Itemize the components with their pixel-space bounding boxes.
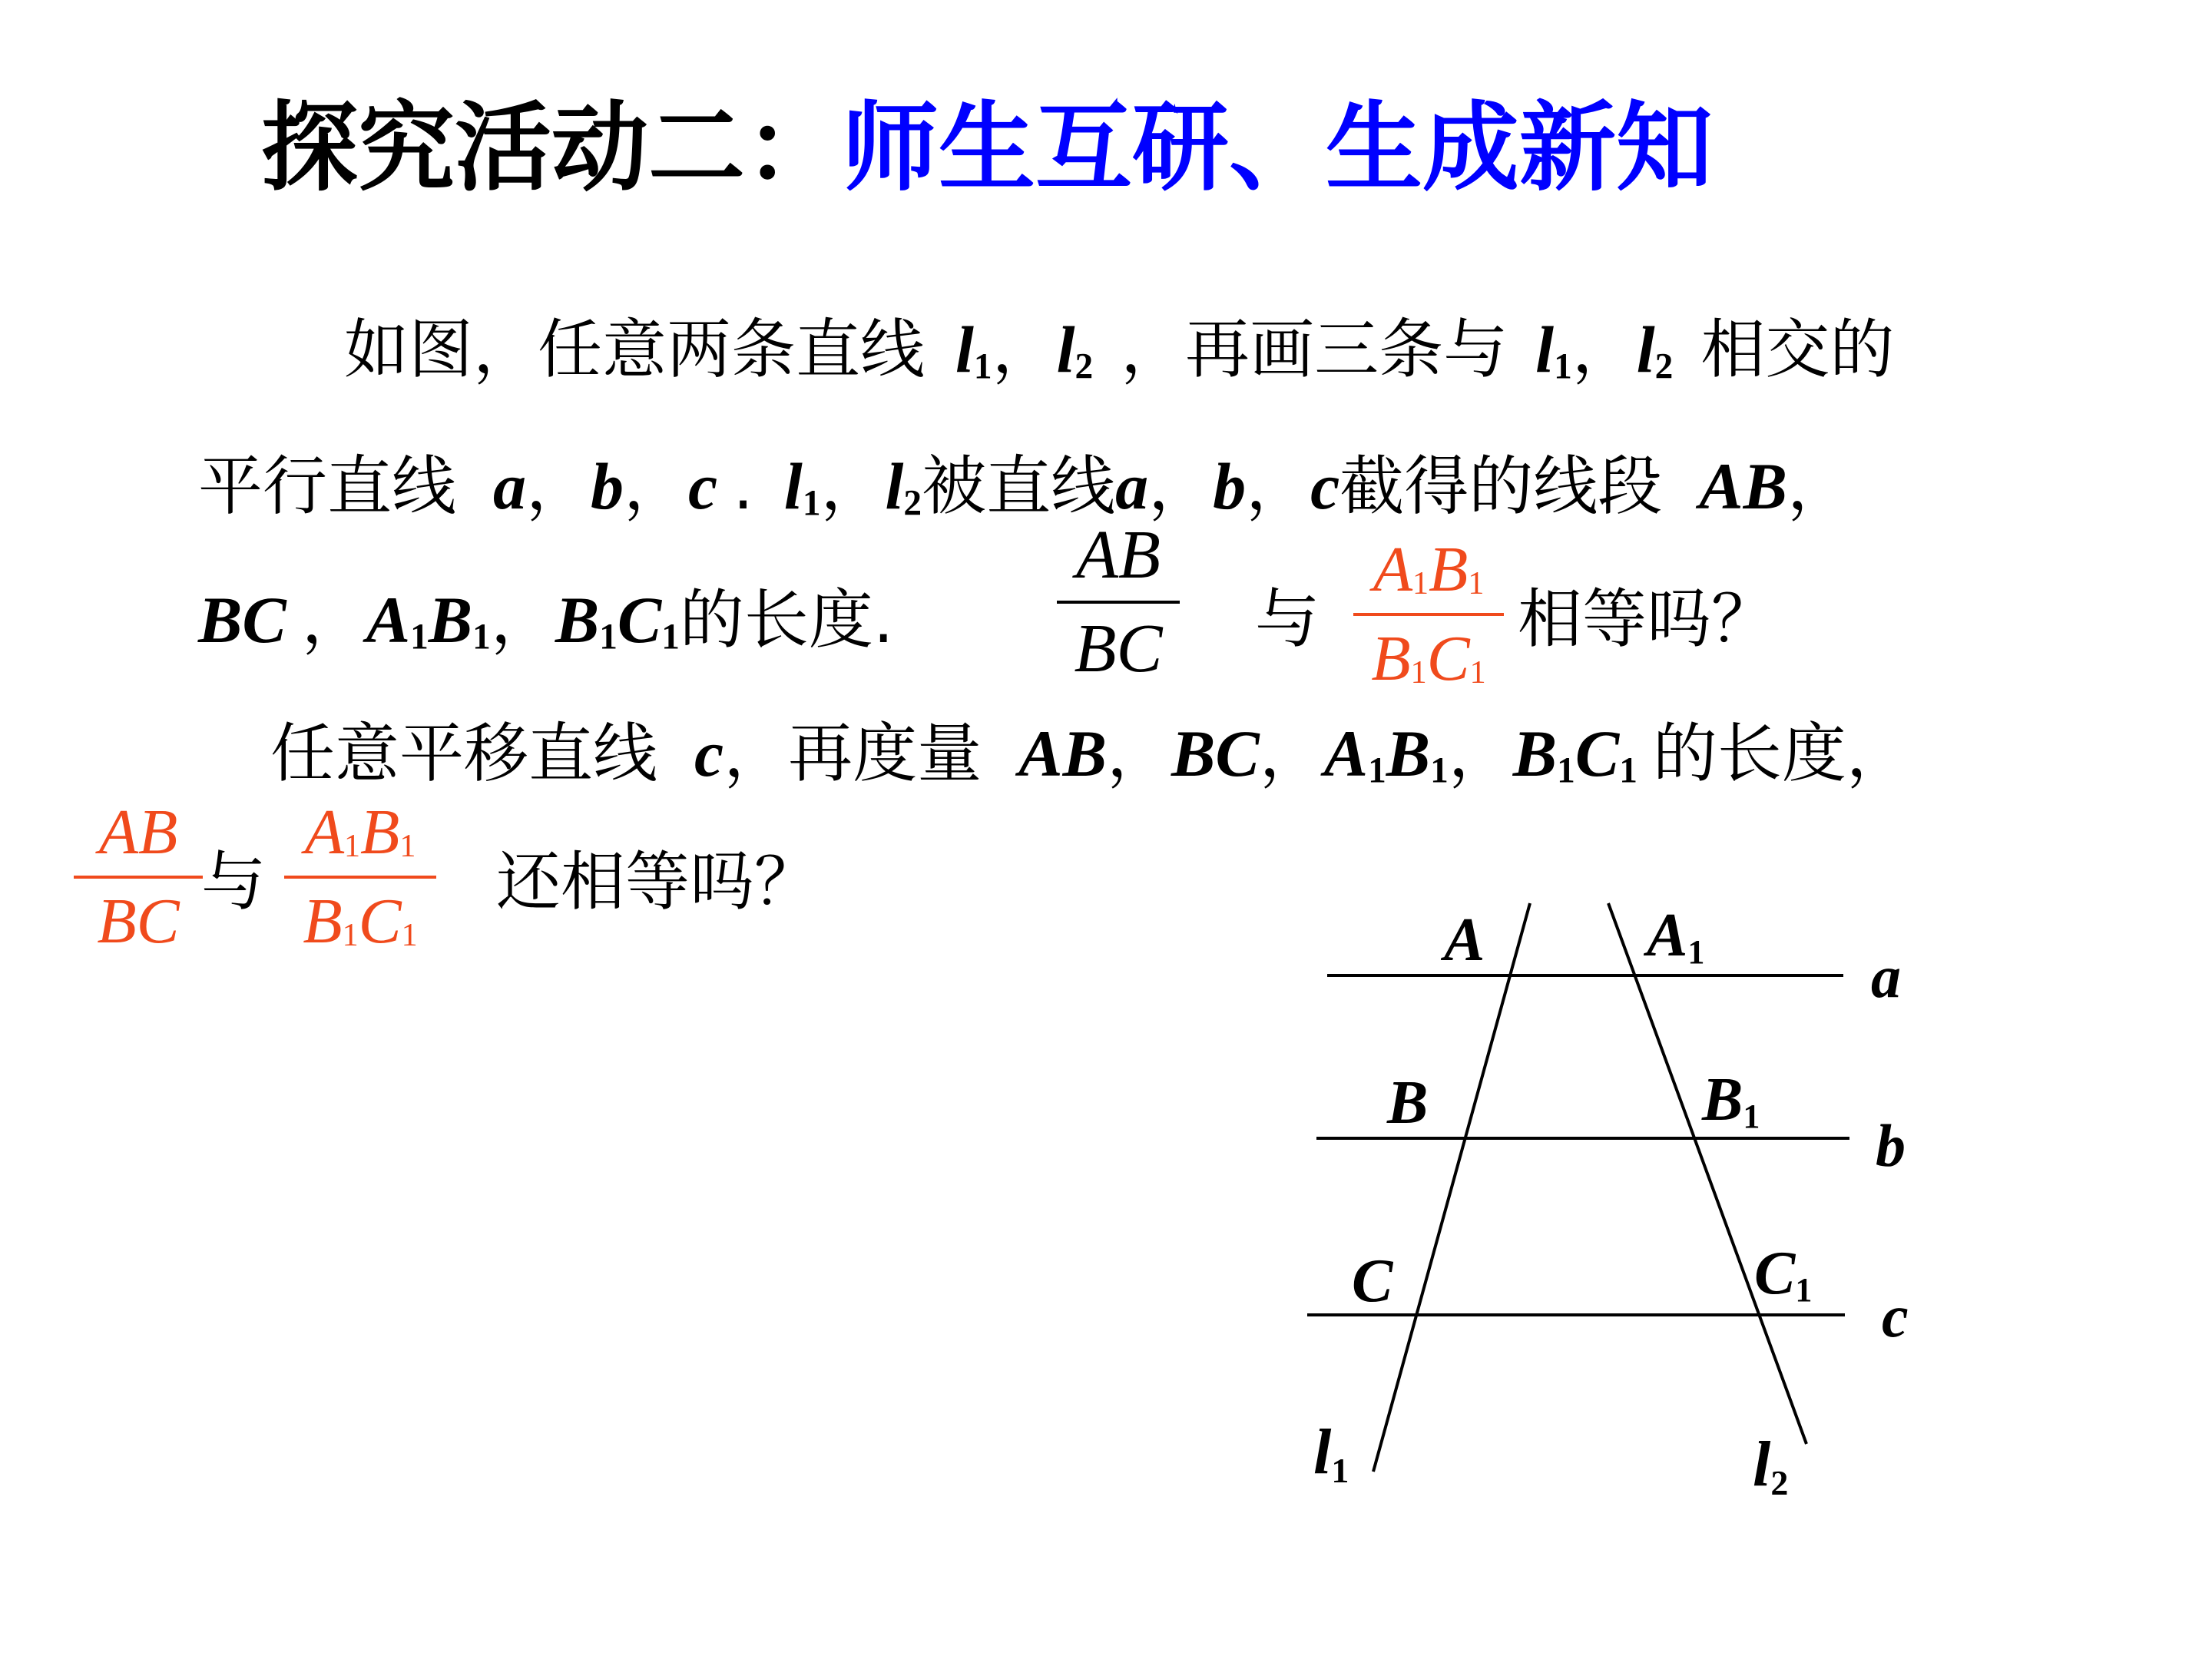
p1l2-text3: 截得的线段 — [1339, 449, 1663, 524]
title-prefix: 探究活动二： — [261, 91, 842, 204]
label-l1: l1 — [1313, 1416, 1349, 1490]
fraction-denominator: $B_1C_1$ — [303, 886, 418, 957]
label-A1: A1 — [1647, 902, 1705, 971]
p1l1-text1: 如图，任意两条直线 — [344, 312, 926, 387]
var-l1-b: $l_1$ — [1535, 313, 1572, 387]
fraction-denominator: BC — [97, 886, 180, 957]
p2l1-text1: 任意平移直线 — [270, 716, 658, 791]
p1l3-yu: 与 — [1255, 581, 1320, 657]
label-a: a — [1871, 943, 1901, 1010]
label-C: C — [1352, 1247, 1393, 1315]
label-B1: B1 — [1702, 1066, 1760, 1135]
p2l2-question: 还相等吗？ — [496, 844, 820, 919]
p1l3-sep2: ， — [490, 582, 555, 657]
var-a: a — [493, 449, 527, 523]
label-A: A — [1444, 906, 1485, 974]
line-l2 — [1608, 903, 1806, 1444]
var-A1B1: $A_1B_1$ — [366, 583, 491, 657]
label-C1: C1 — [1754, 1240, 1813, 1309]
var-BC-b: BC — [1171, 717, 1260, 790]
label-b: b — [1876, 1112, 1906, 1179]
p2l2-yu: 与 — [201, 844, 267, 919]
var-BC: BC — [198, 583, 286, 657]
var-b-b: b — [1213, 449, 1247, 523]
var-b: b — [591, 449, 624, 523]
p2l1-sep2: ， — [1106, 716, 1171, 791]
p2l1-text2: 再度量 — [788, 716, 982, 791]
fraction-denominator: $B_1C_1$ — [1371, 623, 1486, 694]
var-l1-c: $l_1$ — [783, 449, 821, 524]
p1l1-sep1: ， — [992, 312, 1057, 387]
title-accent: 师生互研、生成新知 — [842, 91, 1713, 204]
var-B1C1: $B_1C_1$ — [555, 583, 680, 657]
p2l1-text3: 的长度， — [1652, 716, 1911, 791]
var-c: c — [688, 449, 718, 523]
p1l2-sep2: ， — [624, 449, 689, 524]
label-B: B — [1387, 1069, 1429, 1137]
fraction-numerator: AB — [1076, 517, 1161, 593]
var-l1: $l_1$ — [955, 313, 992, 387]
var-c-c: c — [694, 717, 724, 790]
p1l3-question: 相等吗？ — [1518, 581, 1777, 657]
p2l1-sep1: ， — [724, 716, 789, 791]
p2l1-sep4: ， — [1448, 716, 1513, 791]
p1l2-sep5: ， — [1148, 449, 1214, 524]
p1l2-text1: 平行直线 — [198, 449, 457, 524]
p1l3-sep1: ， — [301, 582, 366, 657]
p1l2-sep6: ， — [1246, 449, 1311, 524]
var-B1C1-b: $B_1C_1$ — [1512, 717, 1637, 791]
var-c-b: c — [1310, 449, 1340, 523]
p1l2-sep1: ， — [526, 449, 591, 524]
p1l3-text1: 的长度. — [679, 582, 894, 657]
var-l2-c: $l_2$ — [885, 449, 922, 524]
var-l2-b: $l_2$ — [1636, 313, 1674, 387]
fraction-denominator: BC — [1074, 611, 1163, 687]
p1l1-text2: ，再画三条与 — [1121, 312, 1508, 387]
label-l2: l2 — [1753, 1429, 1789, 1502]
var-A1B1-b: $A_1B_1$ — [1323, 717, 1449, 791]
fraction-numerator: $A_1B_1$ — [1373, 534, 1485, 605]
fraction-numerator: $A_1B_1$ — [304, 796, 416, 868]
p1l2-sep7: ， — [1787, 449, 1853, 524]
p2l1-sep3: ， — [1259, 716, 1324, 791]
var-l2: $l_2$ — [1056, 313, 1094, 387]
p1l1-text3: 相交的 — [1700, 312, 1895, 387]
var-AB: AB — [1699, 449, 1788, 523]
p1l1-sep2: ， — [1571, 312, 1637, 387]
var-AB-b: AB — [1018, 717, 1107, 790]
p1l2-sep4: ， — [820, 449, 886, 524]
fraction-numerator: AB — [98, 796, 178, 868]
p1l2-text2: 被直线 — [922, 449, 1116, 524]
p1l2-sep3: . — [733, 449, 753, 524]
label-c: c — [1882, 1283, 1909, 1349]
var-a-b: a — [1115, 449, 1149, 523]
line-l1 — [1373, 903, 1530, 1472]
